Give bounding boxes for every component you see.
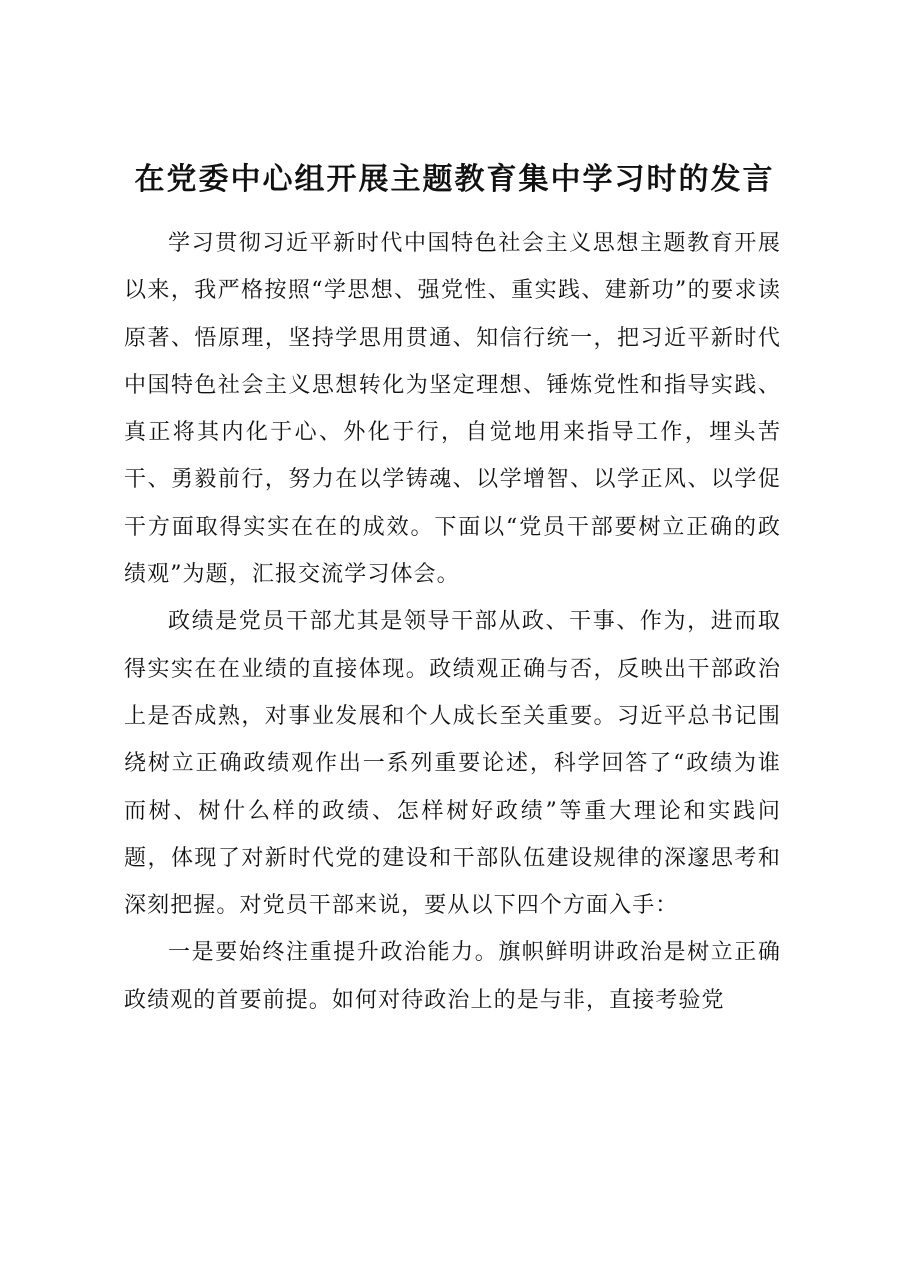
paragraph-point-one: 一是要始终注重提升政治能力。旗帜鲜明讲政治是树立正确政绩观的首要前提。如何对待政治上的是与非，直接考验党 [124, 940, 781, 1013]
document-body [124, 220, 781, 1024]
paragraph-political-achievements: 政绩是党员干部尤其是领导干部从政、干事、作为，进而取得实实在在业绩的直接体现。政绩观正确与否，反映出干部政治上是否成熟，对事业发展和个人成长至关重要。习近平总书记围绕树立正确政绩观作出一系列重要论述，科学回答了“政绩为谁而树、树什么样的政绩、怎样树好政绩”等重大理论和实践问题，体现了对新时代党的建设和干部队伍建设规律的深邃思考和深刻把握。对党员干部来说，要从以下四个方面入手： [124, 609, 781, 919]
paragraph-intro: 学习贯彻习近平新时代中国特色社会主义思想主题教育开展以来，我严格按照“学思想、强党性、重实践、建新功”的要求读原著、悟原理，坚持学思用贯通、知信行统一，把习近平新时代中国特色社会主义思想转化为坚定理想、锤炼党性和指导实践、真正将其内化于心、外化于行，自觉地用来指导工作，埋头苦干、勇毅前行，努力在以学铸魂、以学增智、以学正风、以学促干方面取得实实在在的成效。下面以“党员干部要树立正确的政绩观”为题，汇报交流学习体会。 [124, 231, 781, 588]
document-title: 在党委中心组开展主题教育集中学习时的发言 [134, 162, 775, 197]
